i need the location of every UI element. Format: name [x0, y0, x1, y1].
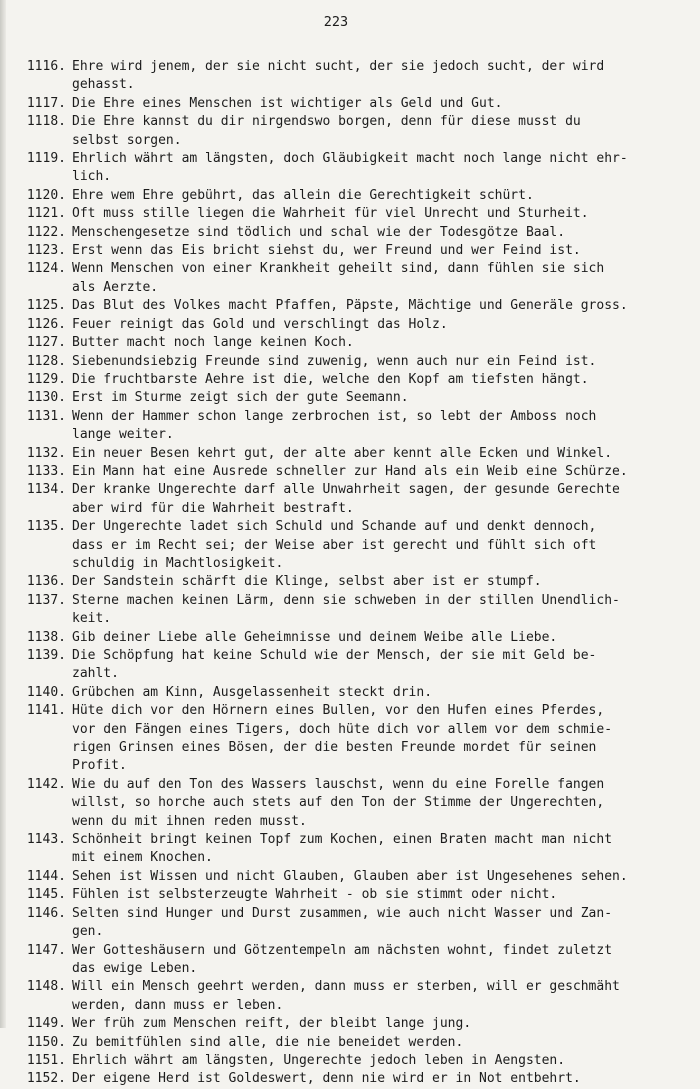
proverb-text [66, 205, 664, 223]
proverb-entry [14, 242, 664, 260]
proverb-number: 1143. [26, 832, 66, 848]
proverb-entry [14, 150, 664, 187]
proverb-line: aber wird für die Wahrheit bestraft. [72, 500, 354, 516]
proverb-number: 1139. [26, 648, 66, 663]
proverb-text [66, 187, 664, 205]
proverb-line: dass er im Recht sei; der Weise aber ist gerecht und fühlt sich oft [72, 537, 597, 553]
proverb-line: mit einem Knochen. [72, 850, 213, 866]
proverb-entry [14, 702, 664, 776]
proverb-text [66, 1070, 664, 1088]
proverb-number: 1149. [26, 1016, 66, 1032]
proverb-line: Ehre wird jenem, der sie nicht sucht, der sie jedoch sucht, der wird [72, 59, 605, 74]
proverb-number: 1145. [26, 887, 66, 903]
proverb-entry [14, 445, 664, 463]
proverb-text [66, 942, 664, 979]
proverb-text [66, 463, 664, 481]
proverb-line: gehasst. [72, 77, 135, 93]
proverb-text [66, 150, 664, 187]
proverb-line: Die Ehre eines Menschen ist wichtiger als Geld und Gut. [72, 95, 503, 111]
proverb-entry [14, 868, 664, 886]
proverb-line: Zu bemitfühlen sind alle, die nie beneidet werden. [72, 1034, 464, 1050]
proverb-text [66, 224, 664, 242]
proverb-entry [14, 886, 664, 904]
proverb-text [66, 868, 664, 886]
proverb-entry [14, 187, 664, 205]
proverb-number: 1137. [26, 592, 66, 608]
proverb-number: 1119. [26, 151, 66, 167]
proverb-line: rigen Grinsen eines Bösen, der die besten Freunde mordet für seinen [72, 740, 597, 756]
proverb-line: Wer Gotteshäusern und Götzentempeln am nächsten wohnt, findet zuletzt [72, 942, 613, 958]
proverb-text [66, 702, 664, 776]
proverb-line: willst, so horche auch stets auf den Ton der Stimme der Ungerechten, [72, 795, 605, 811]
proverb-entry [14, 942, 664, 979]
proverb-line: wenn du mit ihnen reden musst. [72, 813, 307, 829]
proverb-entry [14, 481, 664, 518]
proverb-text [66, 776, 664, 831]
proverb-entry [14, 58, 664, 95]
proverb-entry [14, 260, 664, 297]
proverb-number: 1124. [26, 261, 66, 277]
proverb-text [66, 1034, 664, 1052]
proverb-text [66, 592, 664, 629]
proverb-text [66, 573, 664, 591]
proverb-line: Selten sind Hunger und Durst zusammen, wie auch nicht Wasser und Zan- [72, 905, 613, 921]
proverb-entry [14, 113, 664, 150]
proverb-text [66, 353, 664, 371]
proverb-line: Wer früh zum Menschen reift, der bleibt lange jung. [72, 1016, 472, 1032]
proverb-number: 1131. [26, 408, 66, 424]
proverb-number: 1150. [26, 1034, 66, 1050]
proverb-line: Wenn der Hammer schon lange zerbrochen ist, so lebt der Amboss noch [72, 408, 597, 424]
proverb-entry [14, 316, 664, 334]
proverb-number: 1122. [26, 224, 66, 240]
proverb-number: 1118. [26, 114, 66, 130]
proverb-text [66, 113, 664, 150]
proverb-number: 1138. [26, 629, 66, 645]
proverb-entry [14, 573, 664, 591]
proverb-line: Wie du auf den Ton des Wassers lauschst, wenn du eine Forelle fangen [72, 776, 605, 792]
proverb-line: schuldig in Machtlosigkeit. [72, 555, 284, 571]
proverb-entry [14, 334, 664, 352]
proverb-text [66, 1015, 664, 1033]
proverb-line: Ehrlich währt am längsten, Ungerechte jedoch leben in Aengsten. [72, 1052, 566, 1068]
proverb-entry [14, 684, 664, 702]
proverb-text [66, 334, 664, 352]
proverb-number: 1136. [26, 574, 66, 590]
proverb-line: lange weiter. [72, 427, 174, 443]
proverb-text [66, 886, 664, 904]
proverb-line: werden, dann muss er leben. [72, 997, 284, 1013]
proverb-line: gen. [72, 924, 104, 940]
proverb-text [66, 316, 664, 334]
proverb-text [66, 684, 664, 702]
proverb-number: 1120. [26, 187, 66, 203]
proverb-text [66, 297, 664, 315]
proverb-entry [14, 205, 664, 223]
proverb-entry [14, 592, 664, 629]
proverb-text [66, 445, 664, 463]
page-number: 223 [323, 14, 349, 30]
proverb-entry [14, 1034, 664, 1052]
proverb-line: Menschengesetze sind tödlich und schal wie der Todesgötze Baal. [72, 224, 566, 240]
proverb-line: Ehrlich währt am längsten, doch Gläubigkeit macht noch lange nicht ehr- [72, 151, 628, 167]
proverb-number: 1125. [26, 298, 66, 314]
proverb-text [66, 978, 664, 1015]
proverb-line: Ein Mann hat eine Ausrede schneller zur Hand als ein Weib eine Schürze. [72, 463, 628, 479]
proverb-number: 1126. [26, 316, 66, 332]
proverb-line: Feuer reinigt das Gold und verschlingt das Holz. [72, 316, 448, 332]
proverb-line: Die Schöpfung hat keine Schuld wie der Mensch, der sie mit Geld be- [72, 648, 597, 663]
proverb-number: 1134. [26, 482, 66, 498]
proverb-number: 1148. [26, 979, 66, 995]
proverb-text [66, 831, 664, 868]
proverb-line: Ehre wem Ehre gebührt, das allein die Gerechtigkeit schürt. [72, 187, 534, 203]
proverb-line: vor den Fängen eines Tigers, doch hüte dich vor allem vor dem schmie- [72, 721, 613, 737]
proverb-entry [14, 95, 664, 113]
proverb-line: selbst sorgen. [72, 132, 182, 148]
proverb-number: 1127. [26, 335, 66, 351]
proverb-line: zahlt. [72, 666, 119, 682]
proverb-line: lich. [72, 169, 112, 185]
proverb-line: Der eigene Herd ist Goldeswert, denn nie wird er in Not entbehrt. [72, 1071, 581, 1087]
proverb-line: Sehen ist Wissen und nicht Glauben, Glauben aber ist Ungesehenes sehen. [72, 868, 628, 884]
proverb-number: 1116. [26, 59, 66, 74]
proverb-line: als Aerzte. [72, 279, 159, 295]
proverb-line: Erst im Sturme zeigt sich der gute Seemann. [72, 390, 409, 406]
proverb-number: 1129. [26, 371, 66, 387]
proverb-number: 1128. [26, 353, 66, 369]
proverb-entry [14, 905, 664, 942]
proverb-number: 1140. [26, 684, 66, 700]
proverb-line: Will ein Mensch geehrt werden, dann muss er sterben, will er geschmäht [72, 979, 620, 995]
proverb-text [66, 518, 664, 573]
proverb-entry [14, 776, 664, 831]
proverb-line: Butter macht noch lange keinen Koch. [72, 335, 354, 351]
proverb-line: keit. [72, 611, 112, 627]
proverb-line: das ewige Leben. [72, 960, 198, 976]
proverb-line: Der kranke Ungerechte darf alle Unwahrheit sagen, der gesunde Gerechte [72, 482, 620, 498]
proverb-line: Oft muss stille liegen die Wahrheit für viel Unrecht und Sturheit. [72, 206, 589, 222]
proverb-number: 1130. [26, 390, 66, 406]
proverb-text [66, 481, 664, 518]
proverb-entry [14, 1070, 664, 1088]
proverb-number: 1135. [26, 519, 66, 535]
proverb-line: Die fruchtbarste Aehre ist die, welche den Kopf am tiefsten hängt. [72, 371, 589, 387]
proverb-entry [14, 518, 664, 573]
proverb-number: 1152. [26, 1071, 66, 1087]
proverb-number: 1146. [26, 905, 66, 921]
proverb-number: 1142. [26, 776, 66, 792]
proverb-line: Sterne machen keinen Lärm, denn sie schweben in der stillen Unendlich- [72, 592, 620, 608]
proverb-text [66, 95, 664, 113]
proverb-text [66, 1052, 664, 1070]
proverb-line: Fühlen ist selbsterzeugte Wahrheit - ob sie stimmt oder nicht. [72, 887, 558, 903]
proverb-entry [14, 389, 664, 407]
proverb-text [66, 260, 664, 297]
proverb-line: Hüte dich vor den Hörnern eines Bullen, vor den Hufen eines Pferdes, [72, 703, 605, 719]
proverb-line: Das Blut des Volkes macht Pfaffen, Päpste, Mächtige und Generäle gross. [72, 298, 628, 314]
proverb-number: 1151. [26, 1052, 66, 1068]
proverb-text [66, 629, 664, 647]
proverb-entry [14, 408, 664, 445]
proverb-entry [14, 1052, 664, 1070]
proverb-text [66, 58, 664, 95]
proverb-entry [14, 353, 664, 371]
proverb-text [66, 242, 664, 260]
proverb-text [66, 647, 664, 684]
proverb-number: 1133. [26, 463, 66, 479]
proverb-entry [14, 463, 664, 481]
proverb-text [66, 389, 664, 407]
proverb-number: 1132. [26, 445, 66, 461]
proverb-line: Der Ungerechte ladet sich Schuld und Schande auf und denkt dennoch, [72, 519, 597, 535]
page-gutter-shadow [0, 0, 6, 1028]
proverb-number: 1147. [26, 942, 66, 958]
proverb-line: Die Ehre kannst du dir nirgendswo borgen, denn für diese musst du [72, 114, 581, 130]
proverb-line: Siebenundsiebzig Freunde sind zuwenig, wenn auch nur ein Feind ist. [72, 353, 597, 369]
proverb-number: 1117. [26, 95, 66, 111]
proverb-list [14, 58, 664, 1089]
proverb-line: Wenn Menschen von einer Krankheit geheilt sind, dann fühlen sie sich [72, 261, 605, 277]
proverb-line: Profit. [72, 758, 127, 774]
proverb-text [66, 371, 664, 389]
proverb-entry [14, 978, 664, 1015]
proverb-line: Der Sandstein schärft die Klinge, selbst aber ist er stumpf. [72, 574, 542, 590]
proverb-number: 1141. [26, 703, 66, 719]
proverb-number: 1144. [26, 868, 66, 884]
proverb-entry [14, 371, 664, 389]
proverb-entry [14, 629, 664, 647]
proverb-entry [14, 831, 664, 868]
proverb-entry [14, 647, 664, 684]
proverb-entry [14, 297, 664, 315]
proverb-entry [14, 1015, 664, 1033]
proverb-text [66, 408, 664, 445]
proverb-number: 1121. [26, 206, 66, 222]
proverb-entry [14, 224, 664, 242]
proverb-number: 1123. [26, 243, 66, 259]
proverb-line: Gib deiner Liebe alle Geheimnisse und deinem Weibe alle Liebe. [72, 629, 558, 645]
proverb-line: Schönheit bringt keinen Topf zum Kochen, einen Braten macht man nicht [72, 832, 613, 848]
proverb-text [66, 905, 664, 942]
proverb-line: Ein neuer Besen kehrt gut, der alte aber kennt alle Ecken und Winkel. [72, 445, 613, 461]
proverb-line: Erst wenn das Eis bricht siehst du, wer Freund und wer Feind ist. [72, 243, 581, 259]
proverb-line: Grübchen am Kinn, Ausgelassenheit steckt drin. [72, 684, 433, 700]
